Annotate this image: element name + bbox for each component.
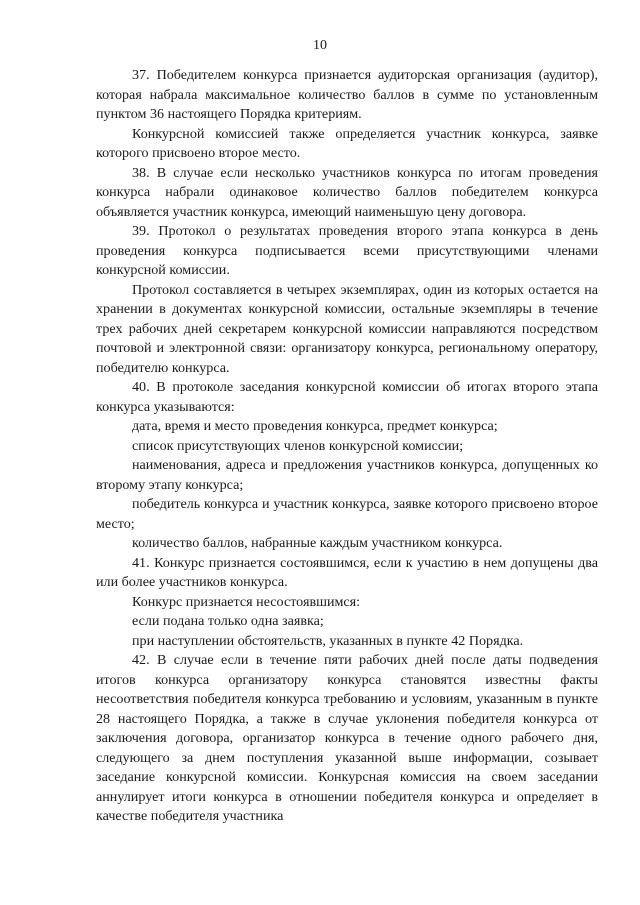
paragraph-38: 38. В случае если несколько участников конкурса по итогам проведения конкурса набрали одинаковое количество баллов победителем конкурса объявляется участник конкурса, имеющий наименьшую цену договора. [96,164,598,220]
paragraph-37-winner: 37. Победителем конкурса признается аудиторская организация (аудитор), которая набрала максимальное количество баллов в сумме по установленным пунктом 36 настоящего Порядка критериям. [96,67,598,122]
paragraph-42: 42. В случае если в течение пяти рабочих дней после даты подведения итогов конкурса организатору конкурса становятся известны факты несоответствия победителя конкурса требованию и условиям, указанным в пункте 28 настоящего Порядка, а также в случае уклонения победителя конкурса от заключения договора, организатор конкурса в течение одного рабочего дня, следующего за днем поступления указанной выше информации, созывает заседание конкурсной комиссии. Конкурсная комиссия на своем заседании аннулирует итоги конкурса в отношении победителя конкурса и определяет в качестве победителя участника [96,652,598,824]
paragraph-41-invalid: Конкурс признается несостоявшимся: [132,593,361,610]
paragraph-40: 40. В протоколе заседания конкурсной комиссии об итогах второго этапа конкурса указываются: [96,379,598,415]
page-number: 10 [313,38,327,53]
list-item-participants: наименования, адреса и предложения участников конкурса, допущенных ко второму этапу конкурса; [96,457,598,493]
document-body [96,66,598,827]
list-item-single-application: если подана только одна заявка; [132,613,324,629]
list-item-date-place: дата, время и место проведения конкурса, предмет конкурса; [132,418,498,434]
list-item-winner: победитель конкурса и участник конкурса, заявке которого присвоено второе место; [96,496,598,532]
paragraph-39: 39. Протокол о результатах проведения второго этапа конкурса в день проведения конкурса подписывается всеми присутствующими членами конкурсной комиссии. [96,223,598,278]
paragraph-39-protocol-copies: Протокол составляется в четырех экземплярах, один из которых остается на хранении в документах конкурсной комиссии, остальные экземпляры в течение трех рабочих дней секретарем конкурсной комиссии направляются посредством почтовой и электронной связи: организатору конкурса, региональному оператору, победителю конкурса. [96,281,598,376]
list-item-members: список присутствующих членов конкурсной комиссии; [132,437,464,454]
list-item-circumstances: при наступлении обстоятельств, указанных в пункте 42 Порядка. [132,632,524,649]
paragraph-41: 41. Конкурс признается состоявшимся, если к участию в нем допущены два или более участников конкурса. [96,554,598,590]
paragraph-37-second-place: Конкурсной комиссией также определяется участник конкурса, заявке которого присвоено второе место. [96,125,598,161]
list-item-scores: количество баллов, набранные каждым участником конкурса. [132,535,503,551]
